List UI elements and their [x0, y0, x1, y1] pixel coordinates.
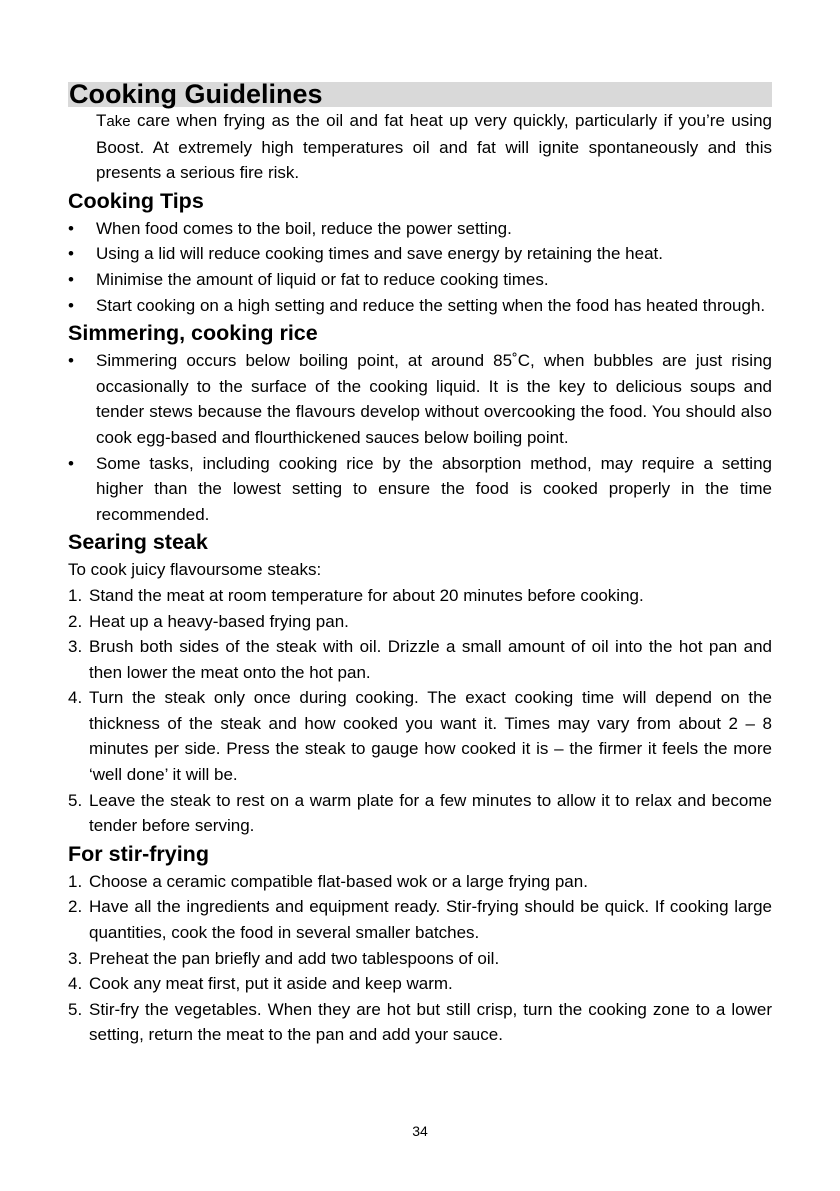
steak-steps	[68, 583, 772, 839]
step-item	[68, 997, 772, 1048]
heading-simmering: Simmering, cooking rice	[68, 321, 318, 346]
step-item	[68, 894, 772, 945]
step-number: 1.	[68, 871, 83, 891]
step-number: 3.	[68, 948, 83, 968]
cooking-tips-list	[68, 216, 772, 318]
step-text: Have all the ingredients and equipment ready. Stir-frying should be quick. If cooking large quantities, cook the food in several smaller batches.	[89, 897, 772, 943]
list-item-text: Simmering occurs below boiling point, at around 85˚C, when bubbles are just rising occasionally to the surface of the cooking liquid. It is the key to delicious soups and tender stews because the flavours develop without overcooking the food. You should also cook egg-based and flourthickened sauces below boiling point.	[96, 351, 772, 447]
simmering-list	[68, 348, 772, 527]
step-number: 2.	[68, 897, 83, 917]
list-item-text: When food comes to the boil, reduce the power setting.	[96, 218, 512, 238]
step-item	[68, 583, 772, 609]
bullet-icon: •	[68, 244, 74, 264]
bullet-icon: •	[68, 351, 74, 371]
bullet-icon: •	[68, 218, 74, 238]
step-item	[68, 869, 772, 895]
step-text: Turn the steak only once during cooking. The exact cooking time will depend on the thickness of the steak and how cooked you want it. Times may vary from about 2 – 8 minutes per side. Press the steak to gauge how cooked it is – the firmer it feels the more ‘well done’ it will be.	[89, 688, 772, 785]
list-item-text: Start cooking on a high setting and reduce the setting when the food has heated through.	[96, 295, 766, 315]
intro-paragraph	[68, 108, 772, 186]
list-item	[68, 293, 772, 319]
step-number: 1.	[68, 585, 83, 605]
bullet-icon: •	[68, 453, 74, 473]
page-title: Cooking Guidelines	[68, 82, 772, 107]
heading-stir-frying: For stir-frying	[68, 841, 209, 866]
step-text: Heat up a heavy-based frying pan.	[89, 611, 349, 631]
step-item	[68, 609, 772, 635]
step-text: Brush both sides of the steak with oil. Drizzle a small amount of oil into the hot pan and then lower the meat onto the hot pan.	[89, 637, 772, 682]
bullet-icon: •	[68, 269, 74, 289]
intro-small-text: ake	[106, 113, 131, 130]
step-number: 2.	[68, 611, 83, 631]
list-item	[68, 241, 772, 267]
step-item	[68, 971, 772, 997]
step-item	[68, 788, 772, 839]
page-content	[68, 79, 772, 1048]
step-text: Stir-fry the vegetables. When they are hot but still crisp, turn the cooking zone to a lower setting, return the meat to the pan and add your sauce.	[89, 999, 772, 1045]
list-item	[68, 216, 772, 242]
step-text: Stand the meat at room temperature for about 20 minutes before cooking.	[89, 585, 644, 605]
list-item	[68, 348, 772, 450]
step-text: Preheat the pan briefly and add two tablespoons of oil.	[89, 948, 500, 968]
step-text: Choose a ceramic compatible flat-based wok or a large frying pan.	[89, 871, 588, 891]
step-text: Leave the steak to rest on a warm plate for a few minutes to allow it to relax and become tender before serving.	[89, 790, 772, 836]
heading-cooking-tips: Cooking Tips	[68, 188, 204, 213]
list-item-text: Some tasks, including cooking rice by the absorption method, may require a setting higher than the lowest setting to ensure the food is cooked properly in the time recommended.	[96, 453, 772, 524]
intro-initial: T	[96, 111, 107, 130]
step-item	[68, 634, 772, 685]
list-item	[68, 451, 772, 528]
step-number: 5.	[68, 790, 83, 810]
step-number: 3.	[68, 637, 83, 657]
step-number: 4.	[68, 974, 83, 994]
stir-fry-steps	[68, 869, 772, 1048]
heading-searing-steak: Searing steak	[68, 530, 208, 555]
list-item-text: Minimise the amount of liquid or fat to reduce cooking times.	[96, 269, 549, 289]
step-text: Cook any meat first, put it aside and keep warm.	[89, 974, 453, 994]
page-number: 34	[412, 1123, 428, 1139]
bullet-icon: •	[68, 295, 74, 315]
step-number: 5.	[68, 999, 83, 1019]
list-item-text: Using a lid will reduce cooking times and save energy by retaining the heat.	[96, 244, 663, 264]
list-item	[68, 267, 772, 293]
steak-lead: To cook juicy flavoursome steaks:	[68, 560, 322, 580]
step-item	[68, 685, 772, 787]
intro-text: care when frying as the oil and fat heat up very quickly, particularly if you’re using Boost. At extremely high temperatures oil and fat will ignite spontaneously and this presents a serious fire risk.	[96, 111, 772, 183]
step-item	[68, 946, 772, 972]
step-number: 4.	[68, 688, 83, 708]
